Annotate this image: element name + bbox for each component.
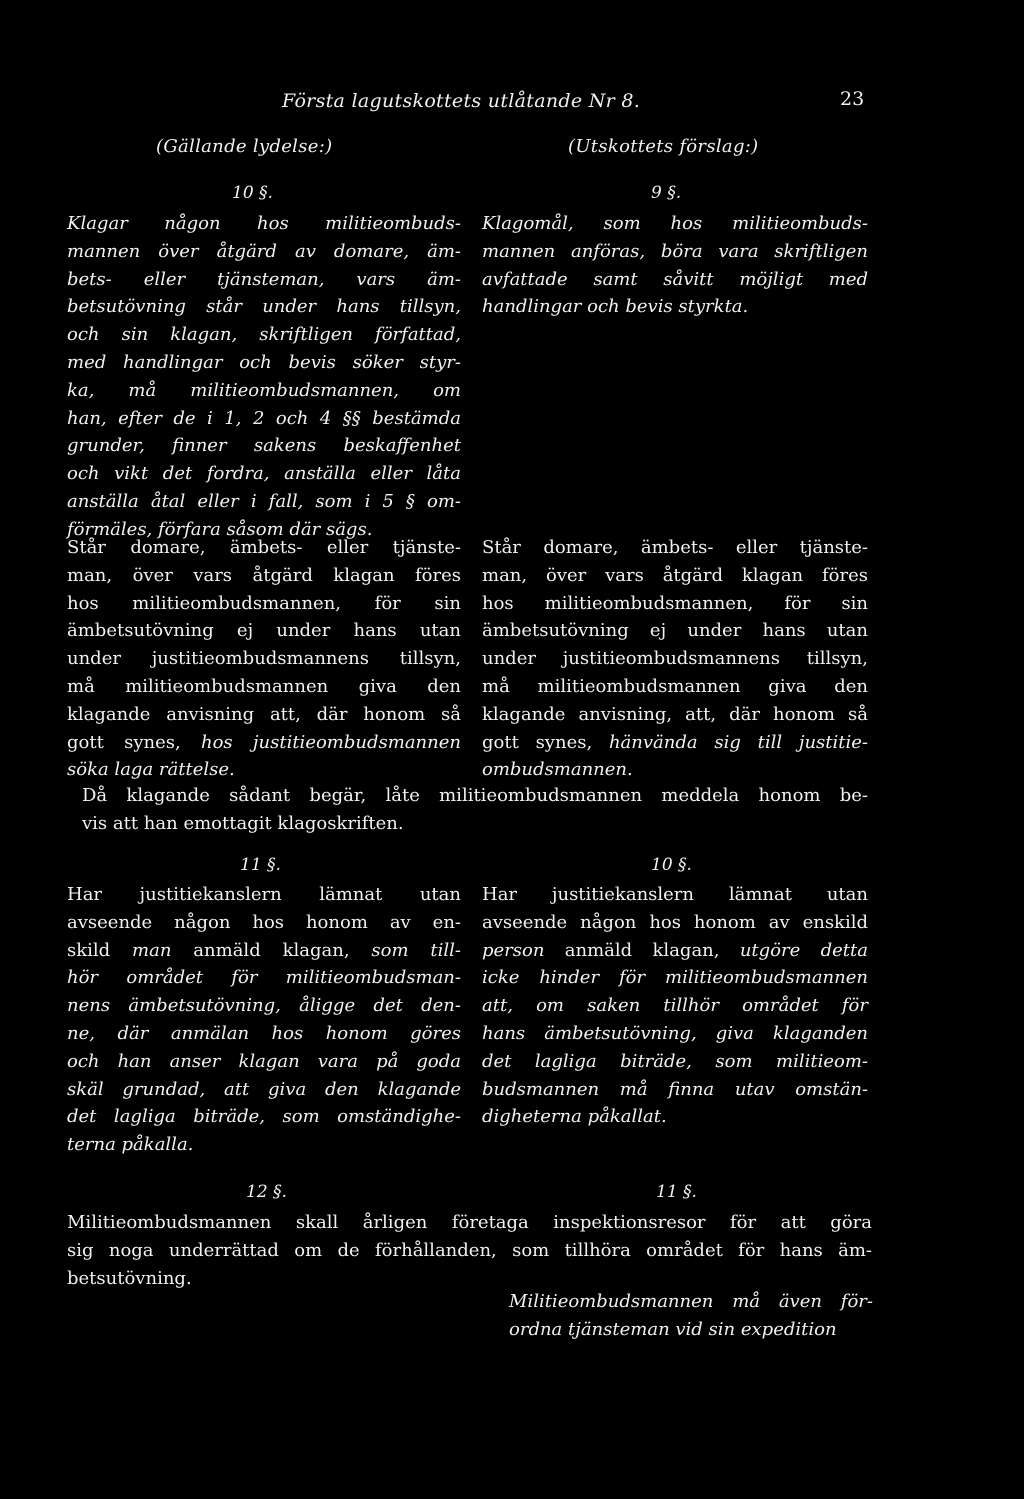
text-line: förmäles, förfara såsom där sägs. xyxy=(67,518,373,540)
text-line: och vikt det fordra, anställa eller låta xyxy=(67,463,461,485)
text-line: må militieombudsmannen giva den xyxy=(482,675,868,697)
page-number: 23 xyxy=(840,88,865,110)
text-line: Har justitiekanslern lämnat utan xyxy=(67,884,461,905)
text-line: budsmannen må finna utav omstän- xyxy=(482,1078,868,1100)
text-line: vis att han emottagit klagoskriften. xyxy=(82,812,404,834)
left-section-number: 11 §. xyxy=(240,855,281,875)
text-line: gott synes, hos justitieombudsmannen xyxy=(67,731,461,753)
text-line: hans ämbetsutövning, giva klaganden xyxy=(482,1022,868,1044)
text-line: det lagliga biträde, som militieom- xyxy=(482,1050,868,1072)
text-line: terna påkalla. xyxy=(67,1134,194,1156)
text-line: det lagliga biträde, som omständighe- xyxy=(67,1106,461,1128)
text-line: och sin klagan, skriftligen författad, xyxy=(67,324,461,346)
left-section-number: 10 §. xyxy=(232,183,273,203)
text-line: Militieombudsmannen skall årligen företaga inspektionsresor för att göra xyxy=(67,1212,872,1233)
text-line: skäl grundad, att giva den klagande xyxy=(67,1078,461,1100)
right-plain-paragraph xyxy=(482,534,868,784)
text-line: att, om saken tillhör området för xyxy=(482,995,868,1017)
text-line: ne, där anmälan hos honom göres xyxy=(67,1022,461,1044)
text-line: anställa åtal eller i fall, som i 5 § om- xyxy=(67,490,461,512)
text-line: hör området för militieombudsman- xyxy=(67,967,461,989)
text-line: man, över vars åtgärd klagan föres xyxy=(67,564,461,586)
text-line: ombudsmannen. xyxy=(482,759,633,781)
text-line: gott synes, hänvända sig till justitie- xyxy=(482,731,868,753)
text-line: avseende någon hos honom av enskild xyxy=(482,911,868,933)
text-line: mannen över åtgärd av domare, äm- xyxy=(67,240,461,262)
text-line: med handlingar och bevis söker styr- xyxy=(67,351,461,373)
text-line: betsutövning. xyxy=(67,1267,192,1289)
text-line: hos militieombudsmannen, för sin xyxy=(67,592,461,614)
right-column-heading: (Utskottets förslag:) xyxy=(568,136,759,157)
text-line: avfattade samt såvitt möjligt med xyxy=(482,268,868,290)
text-line: ordna tjänsteman vid sin expedition xyxy=(509,1318,837,1340)
text-line: ämbetsutövning ej under hans utan xyxy=(67,620,461,642)
right-section-number: 10 §. xyxy=(651,855,692,875)
text-line: bets- eller tjänsteman, vars äm- xyxy=(67,268,461,290)
text-line: handlingar och bevis styrkta. xyxy=(482,296,749,318)
text-line: skild man anmäld klagan, som till- xyxy=(67,939,461,961)
right-italic-paragraph xyxy=(482,210,868,321)
text-line: klagande anvisning, att, där honom så xyxy=(482,703,868,725)
text-line: man, över vars åtgärd klagan föres xyxy=(482,564,868,586)
right-section-number: 9 §. xyxy=(651,183,682,203)
text-line: Har justitiekanslern lämnat utan xyxy=(482,884,868,905)
text-line: hos militieombudsmannen, för sin xyxy=(482,592,868,614)
text-line: Då klagande sådant begär, låte militieombudsmannen meddela honom be- xyxy=(82,785,868,806)
running-title: Första lagutskottets utlåtande Nr 8. xyxy=(282,90,641,112)
text-line: och han anser klagan vara på goda xyxy=(67,1050,461,1072)
text-line: betsutövning står under hans tillsyn, xyxy=(67,296,461,318)
text-line: avseende någon hos honom av en- xyxy=(67,911,461,933)
text-line: Klagomål, som hos militieombuds- xyxy=(482,213,868,234)
text-line: söka laga rättelse. xyxy=(67,759,235,781)
text-line: han, efter de i 1, 2 och 4 §§ bestämda xyxy=(67,407,461,429)
text-line: Militieombudsmannen må även för- xyxy=(509,1291,873,1312)
text-line: ämbetsutövning ej under hans utan xyxy=(482,620,868,642)
text-line: Klagar någon hos militieombuds- xyxy=(67,213,461,234)
text-line: digheterna påkallat. xyxy=(482,1106,667,1128)
text-line: ka, må militieombudsmannen, om xyxy=(67,379,461,401)
full-width-paragraph xyxy=(82,782,868,838)
right-paragraph xyxy=(482,881,868,1131)
text-line: nens ämbetsutövning, åligge det den- xyxy=(67,995,461,1017)
text-line: sig noga underrättad om de förhållanden, som tillhöra området för hans äm- xyxy=(67,1239,872,1261)
text-line: under justitieombudsmannens tillsyn, xyxy=(67,648,461,670)
left-column-heading: (Gällande lydelse:) xyxy=(156,136,333,157)
text-line: grunder, finner sakens beskaffenhet xyxy=(67,435,461,457)
text-line: Står domare, ämbets- eller tjänste- xyxy=(482,537,868,558)
text-line: klagande anvisning att, där honom så xyxy=(67,703,461,725)
left-section-number: 12 §. xyxy=(246,1182,287,1202)
text-line: under justitieombudsmannens tillsyn, xyxy=(482,648,868,670)
full-width-paragraph xyxy=(67,1209,872,1292)
text-line: Står domare, ämbets- eller tjänste- xyxy=(67,537,461,558)
text-line: må militieombudsmannen giva den xyxy=(67,675,461,697)
right-italic-paragraph xyxy=(509,1288,873,1344)
text-line: icke hinder för militieombudsmannen xyxy=(482,967,868,989)
left-italic-paragraph xyxy=(67,210,461,544)
text-line: mannen anföras, böra vara skriftligen xyxy=(482,240,868,262)
text-line: person anmäld klagan, utgöre detta xyxy=(482,939,868,961)
left-plain-paragraph xyxy=(67,534,461,784)
left-paragraph xyxy=(67,881,461,1159)
right-section-number: 11 §. xyxy=(656,1182,697,1202)
